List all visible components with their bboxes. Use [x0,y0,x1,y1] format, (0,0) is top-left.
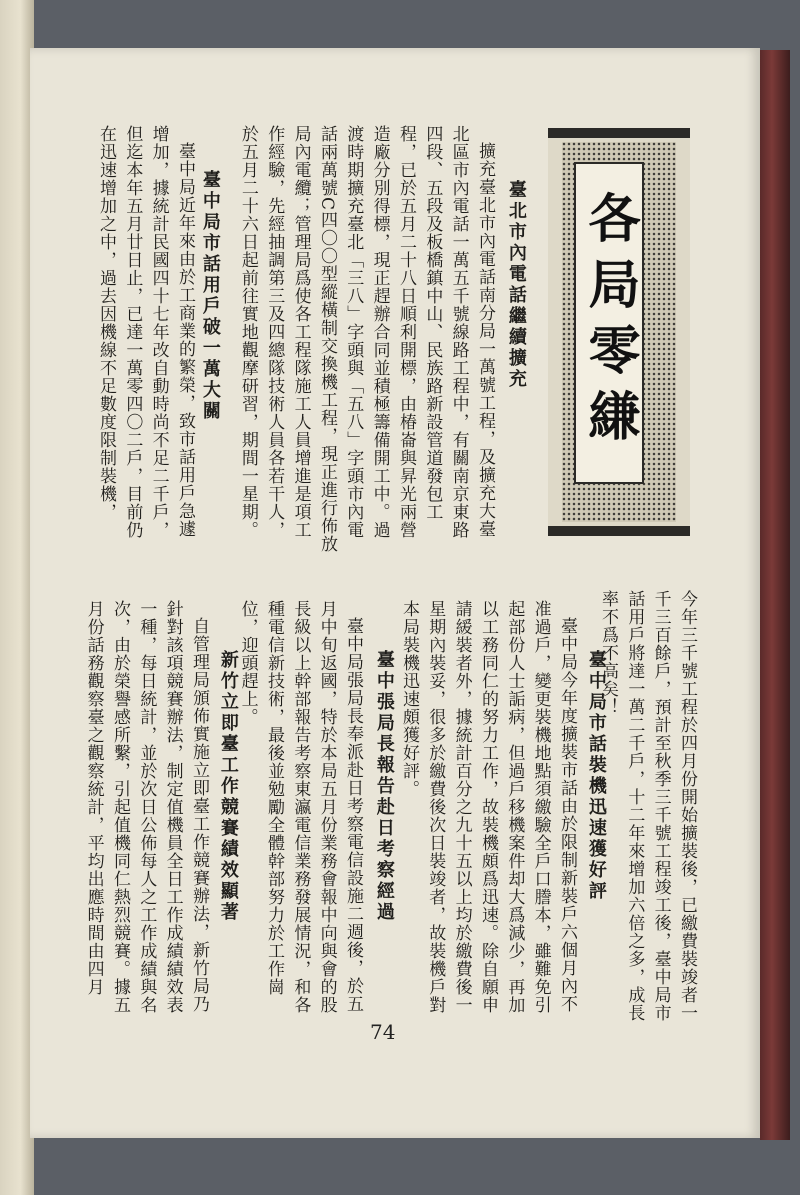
article-heading-taipei: 臺北市內電話繼續擴充 [505,180,527,390]
article-heading-taichung-director: 臺中張局長報告赴日考察經過 [373,650,395,923]
page-number: 74 [370,1020,396,1044]
article-body-taichung-director: 臺中局張局長奉派赴日考察電信設施二週後，於五月中旬返國，特於本局五月份業務會報中向與會的股長級以上幹部報告考察東瀛電信業務發展情況，和各種電信新技術，最後並勉勵全體幹部努力於工作崗位，迎頭趕上。 [237,600,363,1014]
banner-title: 各局零縑 [579,191,640,455]
article-continuation-taichung-users: 今年三千號工程於四月份開始擴裝後，已繳費裝竣者一千三百餘戶，預計至秋季三千號工程竣工後，臺中局市話用戶將達一萬二千戶，十二年來增加六倍之多，成長率不爲不高矣！ [597,590,697,1022]
article-body-taichung-install: 臺中局今年度擴裝市話由於限制新裝戶六個月內不准過戶，變更裝機地點須繳驗全戶口謄本，雖難免引起部份人士詬病，但過戶移機案件却大爲減少，再加以工務同仁的努力工作，故裝機頗爲迅速。除自願申請緩裝者外，據統計百分之九十五以上均於繳費後一星期內裝妥，很多於繳費後次日裝竣者，故裝機戶對本局裝機迅速頗獲好評。 [398,600,577,1014]
article-heading-taichung-users: 臺中局市話用戶破一萬大關 [199,170,221,422]
section-banner [548,128,690,536]
banner-bottom-rod [548,526,690,536]
book-spine [760,50,790,1140]
article-heading-hsinchu: 新竹立即臺工作競賽績效顯著 [217,650,239,923]
article-heading-taichung-install: 臺中局市話裝機迅速獲好評 [585,650,607,902]
article-body-taipei: 擴充臺北市內電話南分局一萬號工程，及擴充大臺北區市內電話一萬五千號線路工程中，有關南京東路四段、五段及板橋鎮中山、民族路新設管道發包工程，已於五月二十八日順利開標，由椿崙與昇光兩營造廠分別得標，現正趕辦合同並積極籌備開工中。過渡時期擴充臺北「三八」字頭與「五八」字頭市內電話兩萬號C四〇〇型縱橫制交換機工程，現正進行佈放局內電纜；管理局爲使各工程隊施工人員增進是項工作經驗，先經抽調第三及四總隊技術人員各若干人，於五月二十六日起前往實地觀摩研習，期間一星期。 [237,125,495,554]
banner-top-rod [548,128,690,138]
article-body-hsinchu: 自管理局頒佈實施立即臺工作競賽辦法，新竹局乃針對該項競賽辦法，制定值機員全日工作成績績效表一種，每日統計，並於次日公佈每人之工作成績與名次，由於榮譽感所繫，引起值機同仁熱烈競賽。據五月份話務觀察臺之觀察統計，平均出應時間由四月 [83,600,209,1014]
adjacent-page-edge [0,0,34,1195]
article-body-taichung-users: 臺中局近年來由於工商業的繁榮，致市話用戶急遽增加，據統計民國四十七年改自動時尚不足二千戶，但迄本年五月廿日止，已達一萬零四〇二戶，目前仍在迅速增加之中，過去因機線不足數度限制裝機， [95,125,195,539]
banner-inner [574,162,644,484]
